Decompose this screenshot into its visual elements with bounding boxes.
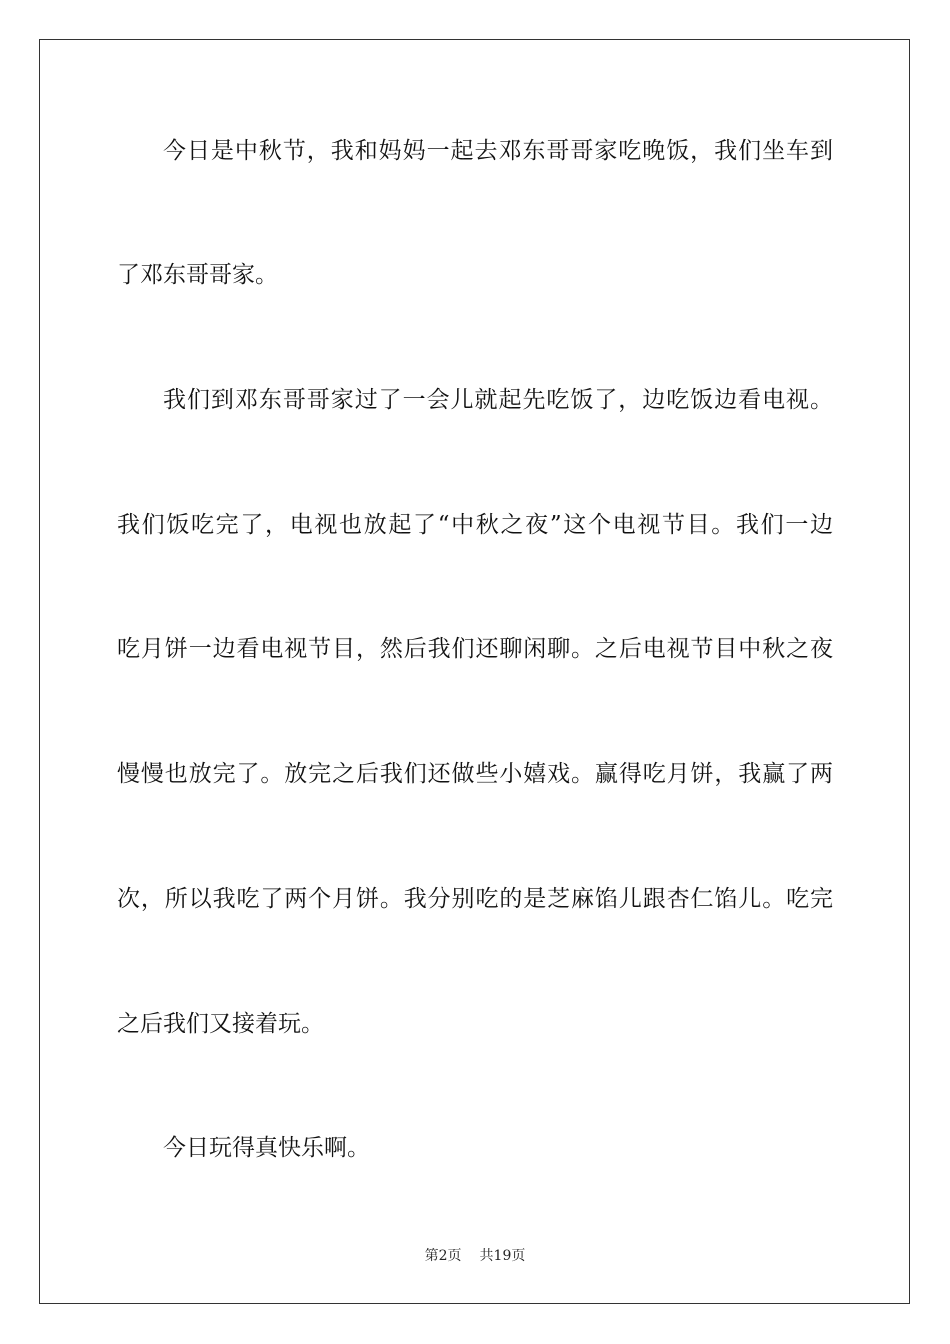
page-footer — [0, 1247, 950, 1265]
page-number: 第2页 — [424, 1248, 462, 1264]
paragraph-2-line-4: 慢慢也放完了。放完之后我们还做些小嬉戏。赢得吃月饼，我赢了两 — [117, 761, 833, 787]
page-border — [39, 39, 910, 1304]
paragraph-3-line-1: 今日玩得真快乐啊。 — [163, 1135, 370, 1161]
paragraph-2-line-3: 吃月饼一边看电视节目，然后我们还聊闲聊。之后电视节目中秋之夜 — [117, 636, 833, 662]
paragraph-1-line-1: 今日是中秋节，我和妈妈一起去邓东哥哥家吃晚饭，我们坐车到 — [163, 138, 833, 164]
paragraph-2-line-6: 之后我们又接着玩。 — [117, 1011, 324, 1037]
paragraph-2-line-5: 次，所以我吃了两个月饼。我分别吃的是芝麻馅儿跟杏仁馅儿。吃完 — [117, 886, 833, 912]
total-pages: 共19页 — [479, 1248, 526, 1264]
paragraph-1-line-2: 了邓东哥哥家。 — [117, 262, 278, 288]
paragraph-2-line-1: 我们到邓东哥哥家过了一会儿就起先吃饭了，边吃饭边看电视。 — [163, 387, 833, 413]
paragraph-2-line-2: 我们饭吃完了，电视也放起了“中秋之夜”这个电视节目。我们一边 — [117, 512, 833, 538]
